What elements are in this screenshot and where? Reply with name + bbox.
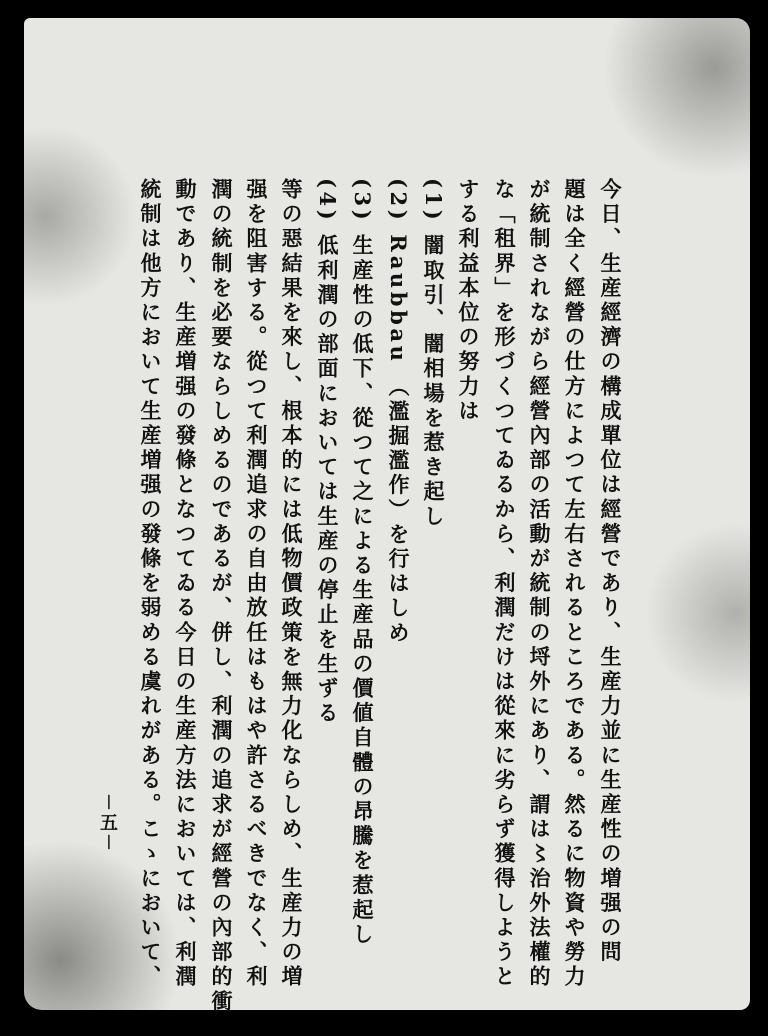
text-line: 强を阻害する。從つて利潤追求の自由放任はもはや許さるべきでなく、利 [244,178,269,990]
list-item: (2) Raubbau （濫掘濫作）を行はしめ [386,178,411,646]
text-line: 等の惡結果を來し、根本的には低物價政策を無力化ならしめ、生産力の増 [279,178,304,990]
list-item: (3) 生産性の低下、從つて之による生産品の價値自體の昂騰を惹起し [350,178,375,948]
text-line: する利益本位の努力は [456,178,481,424]
text-line: が統制されながら經營內部の活動が統制の埒外にあり、謂は〻治外法權的 [527,178,552,990]
list-item: (1) 闇取引、闇相場を惹き起し [421,178,446,530]
text-line: な「租界」を形づくつてゐるから、利潤だけは從來に劣らず獲得しようと [492,178,517,990]
page-number: －五－ [97,793,118,853]
text-line: 今日、生産經濟の構成單位は經營であり、生産力並に生産性の増强の問 [598,178,623,966]
text-line: 潤の統制を必要ならしめるのであるが、併し、利潤の追求が經營の內部的衝 [209,178,234,1015]
text-line: 統制は他方において生産増强の發條を弱める虞れがある。こゝにおいて、 [138,178,163,990]
list-item: (4) 低利潤の部面においては生産の停止を生ずる [315,178,340,727]
text-line: 動であり、生産増强の發條となつてゐる今日の生産方法においては、利潤 [173,178,198,990]
document-page [24,18,750,1015]
text-line: 題は全く經營の仕方によつて左右されるところである。然るに物資や勞力 [562,178,587,990]
